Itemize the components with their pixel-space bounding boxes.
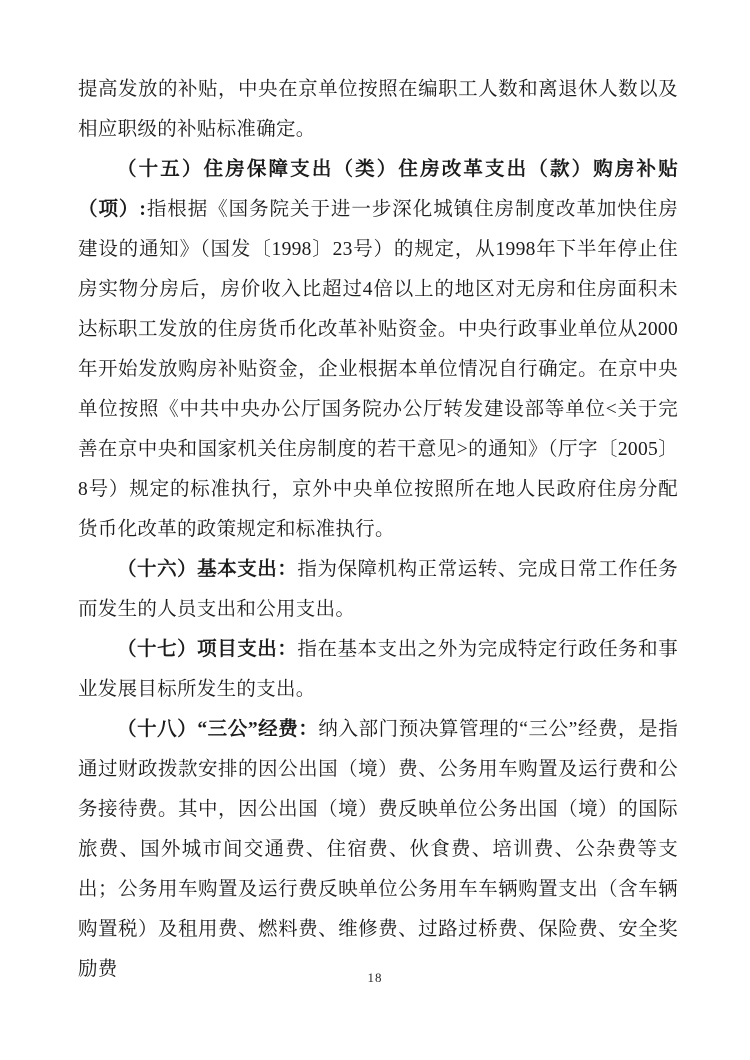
paragraph — [78, 630, 678, 710]
paragraph — [78, 150, 678, 550]
paragraph-text: 指为保障机构正常运转、完成日常工作任务而发生的人员支出和公用支出。 — [78, 559, 679, 620]
paragraph-text: 指在基本支出之外为完成特定行政任务和事业发展目标所发生的支出。 — [78, 639, 679, 700]
paragraph-text: 提高发放的补贴，中央在京单位按照在编职工人数和离退休人数以及相应职级的补贴标准确定。 — [78, 79, 678, 140]
paragraph-text: 纳入部门预决算管理的“三公”经费，是指通过财政拨款安排的因公出国（境）费、公务用车购置及运行费和公务接待费。其中，因公出国（境）费反映单位公务出国（境）的国际旅费、国外城市间交通费、住宿费、伙食费、培训费、公杂费等支出；公务用车购置及运行费反映单位公务用车车辆购置支出（含车辆购置税）及租用费、燃料费、维修费、过路过桥费、保险费、安全奖励费 — [78, 719, 678, 980]
paragraph — [78, 710, 678, 990]
paragraph-label: （十八）“三公”经费： — [117, 719, 319, 740]
paragraph-text: 指根据《国务院关于进一步深化城镇住房制度改革加快住房建设的通知》（国发〔1998〕23号）的规定，从1998年下半年停止住房实物分房后，房价收入比超过4倍以上的地区对无房和住房面积未达标职工发放的住房货币化改革补贴资金。中央行政事业单位从2000年开始发放购房补贴资金，企业根据本单位情况自行确定。在京中央单位按照《中共中央办公厅国务院办公厅转发建设部等单位<关于完善在京中央和国家机关住房制度的若干意见>的通知》（厅字〔2005〕8号）规定的标准执行，京外中央单位按照所在地人民政府住房分配货币化改革的政策规定和标准执行。 — [78, 199, 678, 540]
paragraph-label: （十六）基本支出： — [117, 559, 298, 580]
paragraph — [78, 70, 678, 150]
paragraph-label: （十七）项目支出： — [117, 639, 298, 660]
page-number: 18 — [367, 970, 383, 985]
paragraph-label: （十五）住房保障支出（类）住房改革支出（款）购房补贴（项）: — [78, 159, 678, 220]
paragraph — [78, 550, 678, 630]
document-body — [78, 70, 678, 990]
